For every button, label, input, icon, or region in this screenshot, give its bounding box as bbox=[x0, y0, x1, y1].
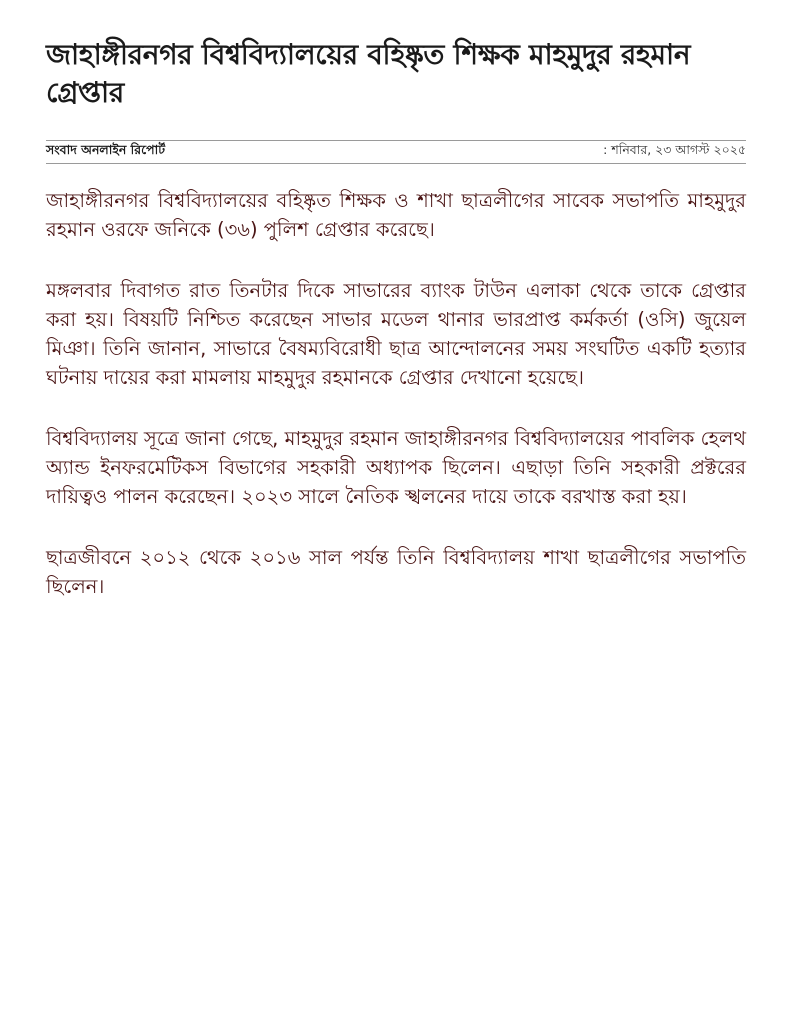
headline: জাহাঙ্গীরনগর বিশ্ববিদ্যালয়ের বহিষ্কৃত শিক্ষক মাহমুদুর রহমান গ্রেপ্তার bbox=[46, 38, 691, 109]
reporter-name: সংবাদ অনলাইন রিপোর্ট bbox=[46, 142, 166, 157]
article-page bbox=[46, 36, 746, 633]
article-paragraph-2: মঙ্গলবার দিবাগত রাত তিনটার দিকে সাভারের ব্যাংক টাউন এলাকা থেকে তাকে গ্রেপ্তার করা হয়। বিষয়টি নিশ্চিত করেছেন সাভার মডেল থানার ভারপ্রাপ্ত কর্মকর্তা (ওসি) জুয়েল মিঞা। তিনি জানান, সাভারে বৈষম্যবিরোধী ছাত্র আন্দোলনের সময় সংঘটিত একটি হত্যার ঘটনায় দায়ের করা মামলায় মাহমুদুর রহমানকে গ্রেপ্তার দেখানো হয়েছে। bbox=[46, 279, 746, 389]
article-paragraph-3: বিশ্ববিদ্যালয় সূত্রে জানা গেছে, মাহমুদুর রহমান জাহাঙ্গীরনগর বিশ্ববিদ্যালয়ের পাবলিক হেলথ অ্যান্ড ইনফরমেটিকস বিভাগের সহকারী অধ্যাপক ছিলেন। এছাড়া তিনি সহকারী প্রক্টরের দায়িত্বও পালন করেছেন। ২০২৩ সালে নৈতিক স্খলনের দায়ে তাকে বরখাস্ত করা হয়। bbox=[46, 427, 746, 508]
article-body bbox=[46, 186, 746, 601]
byline-bar bbox=[46, 140, 746, 164]
article-paragraph-4: ছাত্রজীবনে ২০১২ থেকে ২০১৬ সাল পর্যন্ত তিনি বিশ্ববিদ্যালয় শাখা ছাত্রলীগের সভাপতি ছিলেন। bbox=[46, 546, 746, 598]
publish-date: : শনিবার, ২৩ আগস্ট ২০২৫ bbox=[603, 142, 746, 157]
article-paragraph-1: জাহাঙ্গীরনগর বিশ্ববিদ্যালয়ের বহিষ্কৃত শিক্ষক ও শাখা ছাত্রলীগের সাবেক সভাপতি মাহমুদুর রহমান ওরফে জনিকে (৩৬) পুলিশ গ্রেপ্তার করেছে। bbox=[46, 189, 746, 241]
